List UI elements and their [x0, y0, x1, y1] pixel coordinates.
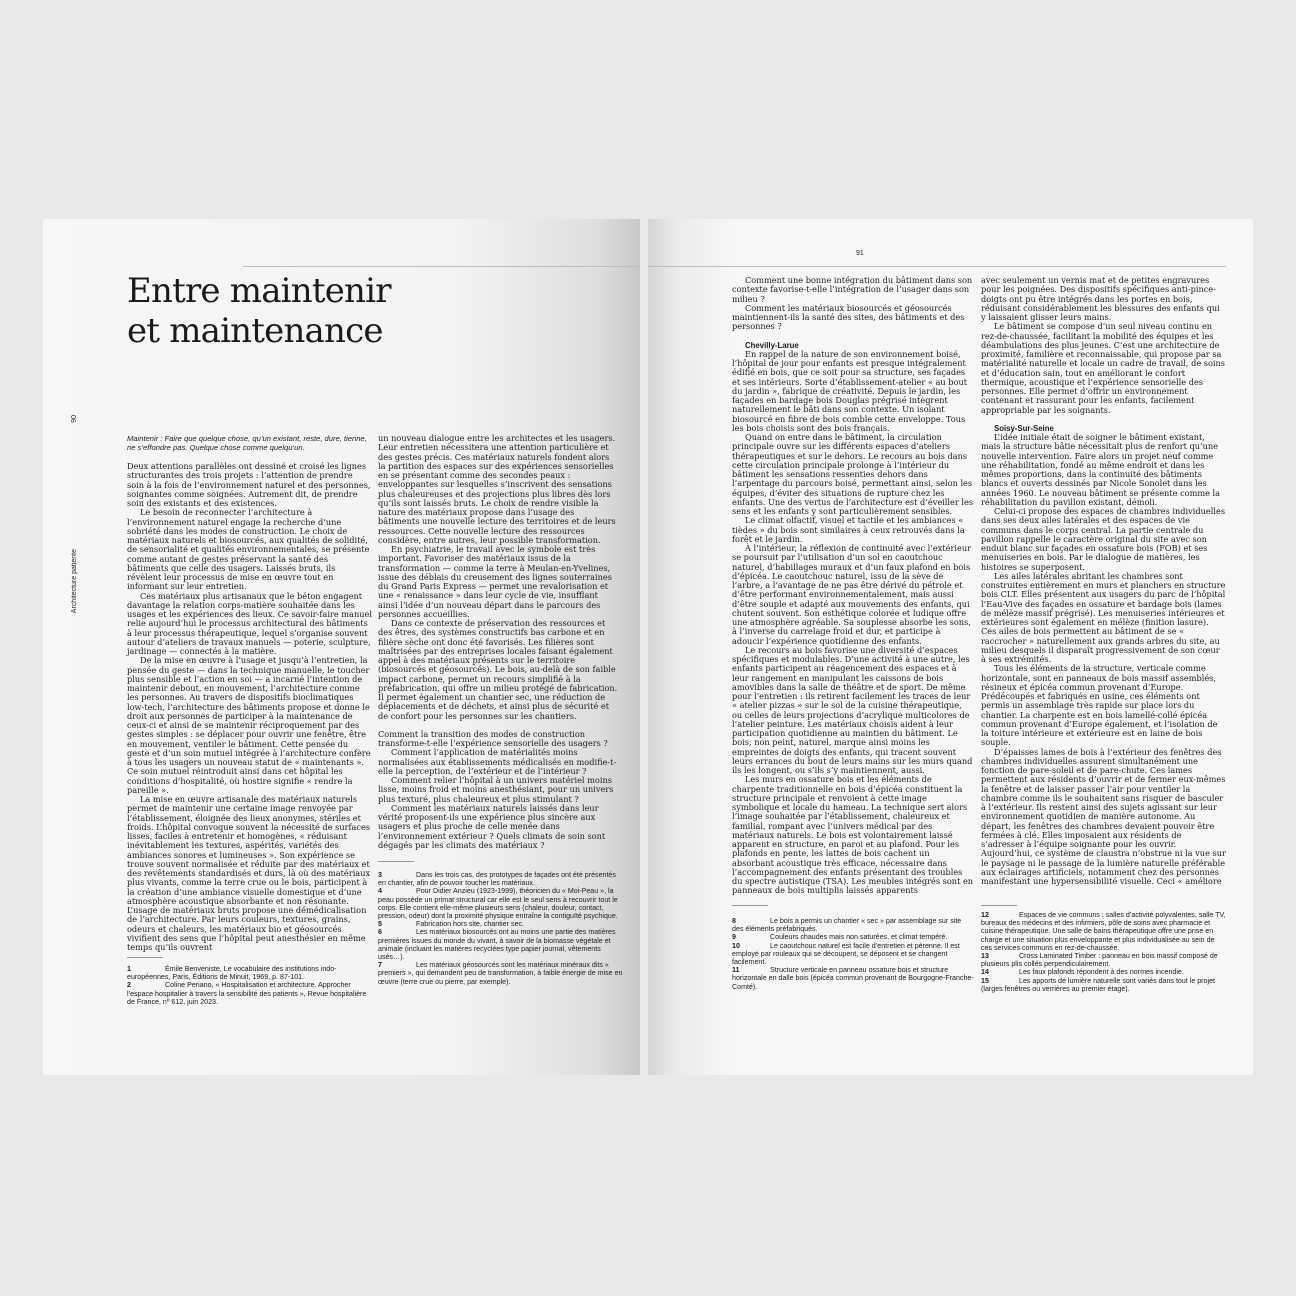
left-page: [43, 219, 640, 1075]
footnote-number: 6: [378, 928, 382, 937]
paragraph: En rappel de la nature de son environnement boisé, l’hôpital de jour pour enfants est presque intégralement édifié en bois, que ce soit pour sa structure, ses façades et ses intérieurs. Sorte d’établissement-atelier « au bout du jardin », fabrique de créativité. Depuis le jardin, les façades en bardage bois Douglas prégrisé intègrent naturellement le bâti dans son contexte. Un isolant biosourcé en fibre de bois comble cette enveloppe. Tous les bois choisis sont des bois français.: [732, 348, 968, 433]
footnote: [378, 871, 623, 887]
footnote: [981, 977, 1226, 993]
paragraph: D’épaisses lames de bois à l’extérieur des fenêtres des chambres individuelles assurent simultanément une fonction de pare-soleil et de pare-chute. Ces lames permettent aux résidents d’ouvrir et de fermer eux-mêmes la fenêtre et de laisser passer l’air pour ventiler la chambre comme ils le souhaitent sans risquer de basculer à l’extérieur. Ils restent ainsi des sujets agissant sur leur environnement quotidien de manière autonome. Au départ, les fenêtres des chambres devaient pouvoir être fermées à clé. Elles imposaient aux résidents de s’adresser à l’équipe soignante pour les ouvrir. Aujourd’hui, ce système de claustra n’obstrue ni la vue sur le paysage ni le passage de la lumière naturelle préférable aux éclairages artificiels, notamment chez des personnes manifestant une hypersensibilité visuelle. Ceci « améliore: [981, 746, 1226, 886]
footnote: [378, 961, 623, 986]
footnote-rule: [127, 957, 163, 958]
page-number: 91: [856, 250, 864, 257]
footnote: [127, 981, 367, 1006]
footnotes-column-2: [378, 871, 623, 986]
footnote: [981, 911, 1226, 952]
question: Comment les matériaux biosourcés et géosourcés maintiennent-ils la santé des sites, des bâtiments et des personnes ?: [732, 302, 965, 332]
footnote-text: Espaces de vie communs : salles d’activité polyvalentes, salle TV, bureaux des médecins et des infirmiers, pôle de soins avec pharmacie et cuisine thérapeutique. Une salle de bains thérapeutique offre une prise en charge et une situation plus enveloppante et plus individualisée au sein de ces services communs en rez-de-chaussée.: [981, 911, 1226, 952]
footnote-text: Couleurs chaudes mais non saturées, et climat tempéré.: [770, 933, 948, 942]
footnote-number: 13: [981, 952, 989, 961]
paragraph: Quand on entre dans le bâtiment, la circulation principale ouvre sur les différents espaces d’ateliers thérapeutiques et sur le dehors. Le recours au bois dans cette circulation principale prolonge à l’intérieur du bâtiment les sensations ressenties dehors dans l’arpentage du parcours boisé, permettant ainsi, selon les équipes, d’éviter des situations de rupture chez les enfants. Une des vertus de l’architecture est d’éveiller les sens et les enfants y sont particulièrement sensibles.: [732, 432, 974, 516]
paragraph: Deux attentions parallèles ont dessiné et croisé les lignes structurantes des trois projets : l’attention de prendre soin à la fois de l’environnement naturel et des personnes, soignantes comme soignées. Autrement dit, de prendre soin des existants et des existences.: [127, 461, 371, 508]
footnote-text: Le caoutchouc naturel est facile d’entretien et pérenne. Il est employé par rouleaux qui se découpent, se déposent et se changent facilement.: [732, 941, 960, 967]
paragraph: Le besoin de reconnecter l’architecture à l’environnement naturel engage la recherche d’une sobriété dans les modes de construction. Le choix de matériaux naturels et biosourcés, aux qualités de solidité, de sensorialité et qualités environnementales, se présente comme autant de gestes préservant la santé des bâtiments que celle des usagers. Laissés bruts, ils révèlent leur processus de mise en œuvre tout en informant sur leur entretien.: [127, 507, 370, 592]
header-rule: [243, 266, 640, 267]
footnote-text: Émile Benveniste, Le vocabulaire des institutions indo-européennes, Paris, Éditions de Minuit, 1969, p. 87-101.: [127, 965, 337, 982]
question: Comment une bonne intégration du bâtiment dans son contexte favorise-t-elle l’intégration de l’usager dans son milieu ?: [732, 275, 973, 304]
title-line-2: et maintenance: [127, 311, 383, 351]
footnote: [981, 952, 1226, 968]
footnote: [732, 942, 974, 967]
paragraph: Le bâtiment se compose d’un seul niveau continu en rez-de-chaussée, facilitant la mobilité des équipes et les déambulations des plus jeunes. C’est une architecture de proximité, familière et reconnaissable, qui propose par sa matérialité naturelle et locale un cadre de travail, de soins et d’éducation sain, tout en améliorant le confort thermique, acoustique et l’expérience sensorielle des personnes. Elle permet d’offrir un environnement contenant et rassurant pour les enfants, facilement appropriable par les soignants.: [981, 321, 1226, 415]
footnote-text: Le bois a permis un chantier « sec » par assemblage sur site des éléments préfabriqués.: [732, 917, 962, 934]
footnote-number: 4: [378, 887, 382, 896]
footnote-number: 11: [732, 966, 740, 975]
footnote-text: Les matériaux biosourcés ont au moins une partie des matières premières issues du monde du vivant, à savoir de la biomasse végétale et animale (incluant les matières recyclées type papier journal, vêtements usés…).: [378, 928, 616, 962]
page-number: 90: [71, 415, 78, 423]
footnote-text: Les matériaux géosourcés sont les matériaux minéraux dits « premiers », qui demandent peu de transformation, à faible énergie de mise en œuvre (terre crue ou pierre, par exemple).: [378, 961, 623, 986]
body-column-1: [127, 461, 372, 952]
footnote: [732, 933, 974, 941]
footnote-number: 14: [981, 968, 989, 977]
footnote-number: 5: [378, 920, 382, 929]
paragraph: En psychiatrie, le travail avec le symbole est très important. Favoriser des matériaux issus de la transformation — comme la terre à Meulan-en-Yvelines, issue des déblais du creusement des lignes souterraines du Grand Paris Express — permet une revalorisation et une « renaissance » dans leur cycle de vie, insufflant ainsi l’idée d’un nouveau départ dans le parcours des personnes accueillies.: [378, 544, 612, 619]
footnote-rule: [981, 905, 1017, 906]
epigraph: Maintenir : Faire que quelque chose, qu’un existant, reste, dure, tienne, ne s’effondre pas. Quelque chose comme quelqu’un.: [127, 434, 367, 453]
body-column-2: [378, 434, 618, 854]
footnote-text: Cross Laminated Timber : panneau en bois massif composé de plusieurs plis collés perpendiculairement.: [981, 952, 1218, 969]
paragraph: Ces matériaux plus artisanaux que le béton engagent davantage la relation corps-matière souhaitée dans les usages et les expériences des lieux. Ce savoir-faire manuel relie aujourd’hui le processus architectural des bâtiments à leur processus thérapeutique, lequel s’organise souvent autour d’ateliers de travaux manuels — poterie, sculpture, jardinage — connectés à la matière.: [127, 590, 372, 656]
footnote-text: Dans les trois cas, des prototypes de façades ont été présentés en chantier, afin de pouvoir toucher les matériaux.: [378, 871, 616, 888]
paragraph: La mise en œuvre artisanale des matériaux naturels permet de maintenir une certaine image renvoyée par l’établissement, éloignée des lieux anonymes, stériles et froids. L’hôpital convoque souvent la nécessité de surfaces lisses, faciles à entretenir et homogènes, « réduisant inévitablement les textures, aspérités, variétés des ambiances sonores et lumineuses ». Son expérience se trouve souvent normalisée et réduite par des matériaux et des revêtements standardisés et durs, là où des matériaux plus vivants, comme la terre crue ou le bois, participent à la création d’une ambiance visuelle domestique et d’une atmosphère acoustique absorbante et non résonante. L’usage de matériaux bruts propose une démédicalisation de l’architecture. Par leurs couleurs, textures, grains, odeurs et chaleurs, les matériaux bio et géosourcés vivifient des sens que l’hôpital peut anesthésier en même temps qu’ils ouvrent: [127, 794, 371, 952]
footnote-number: 8: [732, 917, 736, 925]
body-column-1: [732, 276, 974, 896]
paragraph: De la mise en œuvre à l’usage et jusqu’à l’entretien, la pensée du geste — dans la technique manuelle, le toucher plus sensible et l’action en soi — a incarné l’intention de maintenir debout, en mouvement, l’architecture comme les personnes. Au travers de dispositifs bioclimatiques low-tech, l’architecture des bâtiments propose et donne le droit aux personnes de participer à la maintenance de ceux-ci et ainsi de se maintenir réciproquement par des gestes simples : se déplacer pour ouvrir une fenêtre, être en mouvement, ventiler le bâtiment. Cette pensée du geste et d’un soin mutuel intégrée à l’architecture confère à tous les usagers un nouveau statut de « maintenants ». Ce soin mutuel réintroduit ainsi dans cet hôpital les conditions d’hospitalité, où hostire signifie « rendre la pareille ».: [127, 655, 371, 795]
footnote-number: 1: [127, 965, 131, 973]
question: Comment l’application de matérialités moins normalisées aux établissements médicalisés en modifie-t-elle la perception, de l’extérieur et de l’intérieur ?: [378, 747, 617, 776]
article-title: [127, 271, 391, 351]
footnote: [378, 920, 623, 928]
footnote-text: Fabrication hors site, chantier sec.: [416, 920, 525, 929]
paragraph: À l’intérieur, la réflexion de continuité avec l’extérieur se poursuit par l’utilisation d’un sol en caoutchouc naturel, d’habillages muraux et d’un faux plafond en bois d’épicéa. Le caoutchouc naturel, issu de la sève de l’arbre, a l’avantage de ne pas être dérivé du pétrole et d’être performant environnementalement, mais aussi d’être souple et adapté aux mouvements des enfants, qui chutent souvent. Son esthétique colorée et ludique offre une atmosphère agréable. Sa souplesse absorbe les sons, à l’inverse du carrelage froid et dur, et participe à adoucir l’expérience quotidienne des enfants.: [732, 543, 972, 646]
footnote: [981, 968, 1226, 976]
paragraph: Le climat olfactif, visuel et tactile et les ambiances « tièdes » du bois sont similaires à ceux retrouvés dans la forêt et le jardin.: [732, 515, 965, 544]
question: Comment les matériaux naturels laissés dans leur vérité proposent-ils une expérience plus sincère aux usagers et plus proche de celle menée dans l’environnement extérieur ? Quels climats de soin sont dégagés par les climats des matériaux ?: [378, 802, 606, 850]
running-head: Architecture patiente: [71, 549, 78, 614]
paragraph: Les murs en ossature bois et les éléments de charpente traditionnelle en bois d’épicéa constituent la structure principale et renvoient à cette image symbolique et locale du hameau. La technique sert alors l’image souhaitée par l’établissement, chaleureux et familial, rompant avec l’univers médical par des matériaux naturels. Le bois est volontairement laissé apparent en structure, en paroi et au plafond. Pour les plafonds en pente, les lattes de bois cachent un absorbant acoustique très efficace, nécessaire dans l’accompagnement des enfants présentant des troubles du spectre autistique (TSA). Les meubles intégrés sont en panneaux de bois multiplis laissés apparents: [732, 774, 974, 896]
footnote-number: 12: [981, 911, 989, 919]
footnote-number: 9: [732, 933, 736, 942]
right-page: [648, 219, 1253, 1075]
section-heading: Soisy-Sur-Seine: [994, 423, 1054, 433]
footnotes-column-2: [981, 911, 1226, 993]
footnote-number: 10: [732, 941, 740, 950]
footnote-text: Structure verticale en panneau ossature bois et structure horizontale en dalle bois (épicéa commun provenant de Bourgogne-Franche-Comté).: [732, 966, 974, 991]
footnote-number: 2: [127, 981, 131, 990]
footnote-text: Les apports de lumière naturelle sont variés dans tout le projet (larges fenêtres ou verrières au premier étage).: [981, 976, 1215, 993]
footnotes-column-1: [127, 965, 367, 1006]
question: Comment relier l’hôpital à un univers matériel moins lisse, moins froid et moins anesthésiant, pour un univers plus texturé, plus chaleureux et plus stimulant ?: [378, 775, 614, 804]
footnote-rule: [378, 861, 414, 862]
paragraph: Le recours au bois favorise une diversité d’espaces spécifiques et modulables. D’une activité à une autre, les enfants participent au réagencement des espaces et à leur rangement en manipulant les caissons de bois amovibles dans la salle de théâtre et de sport. De même pour l’entretien : ils retirent facilement les traces de leur « atelier pizzas » sur le sol de la cuisine thérapeutique, ou celles de leurs projections d’acrylique multicolores de l’atelier peinture. Les matériaux choisis aident à leur participation quotidienne au maintien du bâtiment. Le bois, non peint, naturel, marque ainsi moins les empreintes de doigts des enfants, qui tracent souvent leurs errances du bout de leurs mains sur les murs quand ils les longent, ou s’ils s’y maintiennent, aussi.: [732, 644, 973, 775]
paragraph: Tous les éléments de la structure, verticale comme horizontale, sont en panneaux de bois massif assemblés, résineux et épicéa commun provenant d’Europe. Prédécoupés et fabriqués en usine, ces éléments ont permis un assemblage très rapide sur place lors du chantier. La charpente est en bois lamellé-collé épicéa commun provenant d’Europe également, et l’isolation de la toiture intérieure et extérieure est en laine de bois souple.: [981, 663, 1218, 748]
title-line-1: Entre maintenir: [127, 271, 391, 311]
footnote-text: Pour Didier Anzieu (1923-1999), théoricien du « Moi-Peau », la peau possède un primat structural car elle est le seul sens à recouvrir tout le corps. Elle contient elle-même plusieurs sens (chaleur, douleur, contact, pression, odeur) dont la proximité physique entraîne la contiguïté psychique.: [378, 887, 618, 921]
footnote: [732, 966, 974, 991]
footnote-number: 15: [981, 976, 989, 985]
body-column-2: [981, 276, 1226, 896]
paragraph: Celui-ci propose des espaces de chambres individuelles dans ses deux ailes latérales et des espaces de vie communs dans le corps central. La partie centrale du pavillon rappelle le caractère original du site avec son enduit blanc sur façades en ossature bois (FOB) et ses menuiseries en bois. Par le dialogue de matières, les histoires se superposent.: [981, 506, 1226, 572]
paragraph: L’idée initiale était de soigner le bâtiment existant, mais la structure bâtie nécessitait plus de renfort qu’une nouvelle intervention. Faire alors un projet neuf comme une réhabilitation, fondé au même endroit et dans les mêmes proportions, dans la continuité des bâtiments blancs et ouverts dessinés par Nicole Sonolet dans les années 1960. Le nouveau bâtiment se présente comme la réhabilitation du pavillon existant, démoli.: [981, 432, 1221, 507]
paragraph: Dans ce contexte de préservation des ressources et des êtres, des systèmes constructifs bas carbone et en filière sèche ont donc été favorisés. Les filières sont maîtrisées par des entreprises locales faisant également appel à des matériaux présents sur le territoire (biosourcés et géosourcés). Le bois, au-delà de son faible impact carbone, permet un recours simplifié à la préfabrication, qui offre un milieu protégé de fabrication. Il permet également un chantier sec, une réduction de déplacements et de déchets, et ainsi plus de sécurité et de confort pour les personnes sur les chantiers.: [378, 618, 618, 721]
footnote: [732, 917, 974, 933]
footnote: [127, 965, 367, 981]
footnote-text: Coline Periano, « Hospitalisation et architecture. Approcher l’espace hospitalier à travers la sensibilité des patients », Revue hospitalière de France, nº 612, juin 2023.: [127, 981, 367, 1006]
section-heading: Chevilly-Larue: [745, 340, 799, 350]
question: Comment la transition des modes de construction transforme-t-elle l’expérience sensorielle des usagers ?: [378, 728, 608, 748]
footnotes-column-1: [732, 917, 974, 991]
header-rule: [648, 266, 1226, 267]
paragraph: avec seulement un vernis mat et de petites engravures pour les poignées. Des dispositifs spécifiques anti-pince-doigts ont pu être intégrés dans les portes en bois, réduisant considérablement les blessures des enfants qui y laissaient glisser leurs mains.: [981, 275, 1220, 322]
footnote: [378, 887, 623, 920]
paragraph: un nouveau dialogue entre les architectes et les usagers. Leur entretien nécessitera une attention particulière et des gestes précis. Ces matériaux naturels fondent alors la partition des espaces sur des expériences sensorielles en se présentant comme des secondes peaux : enveloppantes sur lesquelles s’inscrivent des sensations plus chaleureuses et des projections plus libres dès lors qu’ils sont laissés bruts. Le choix de rendre visible la nature des matériaux propose dans l’usage des bâtiments une nouvelle lecture des territoires et de leurs ressources. Cette nouvelle lecture des ressources considère, entre autres, leur possible transformation.: [378, 433, 616, 545]
footnote-rule: [732, 905, 768, 906]
footnote-number: 3: [378, 871, 382, 879]
footnote-number: 7: [378, 961, 382, 970]
footnote: [378, 928, 623, 961]
footnote-text: Les faux plafonds répondent à des normes incendie.: [1019, 968, 1184, 977]
paragraph: Les ailes latérales abritant les chambres sont construites entièrement en murs et planchers en structure bois CLT. Elles présentent aux usagers du parc de l’hôpital l’Eau-Vive des façades en ossature et bardage bois (lames de mélèze massif prégrisé). Les menuiseries intérieures et extérieures sont également en mélèze (finition lasure). Ces ailes de bois permettent au bâtiment de se « raccrocher » naturellement aux grands arbres du site, au milieu desquels il disparaît progressivement de son cœur à ses extrémités.: [981, 570, 1226, 664]
